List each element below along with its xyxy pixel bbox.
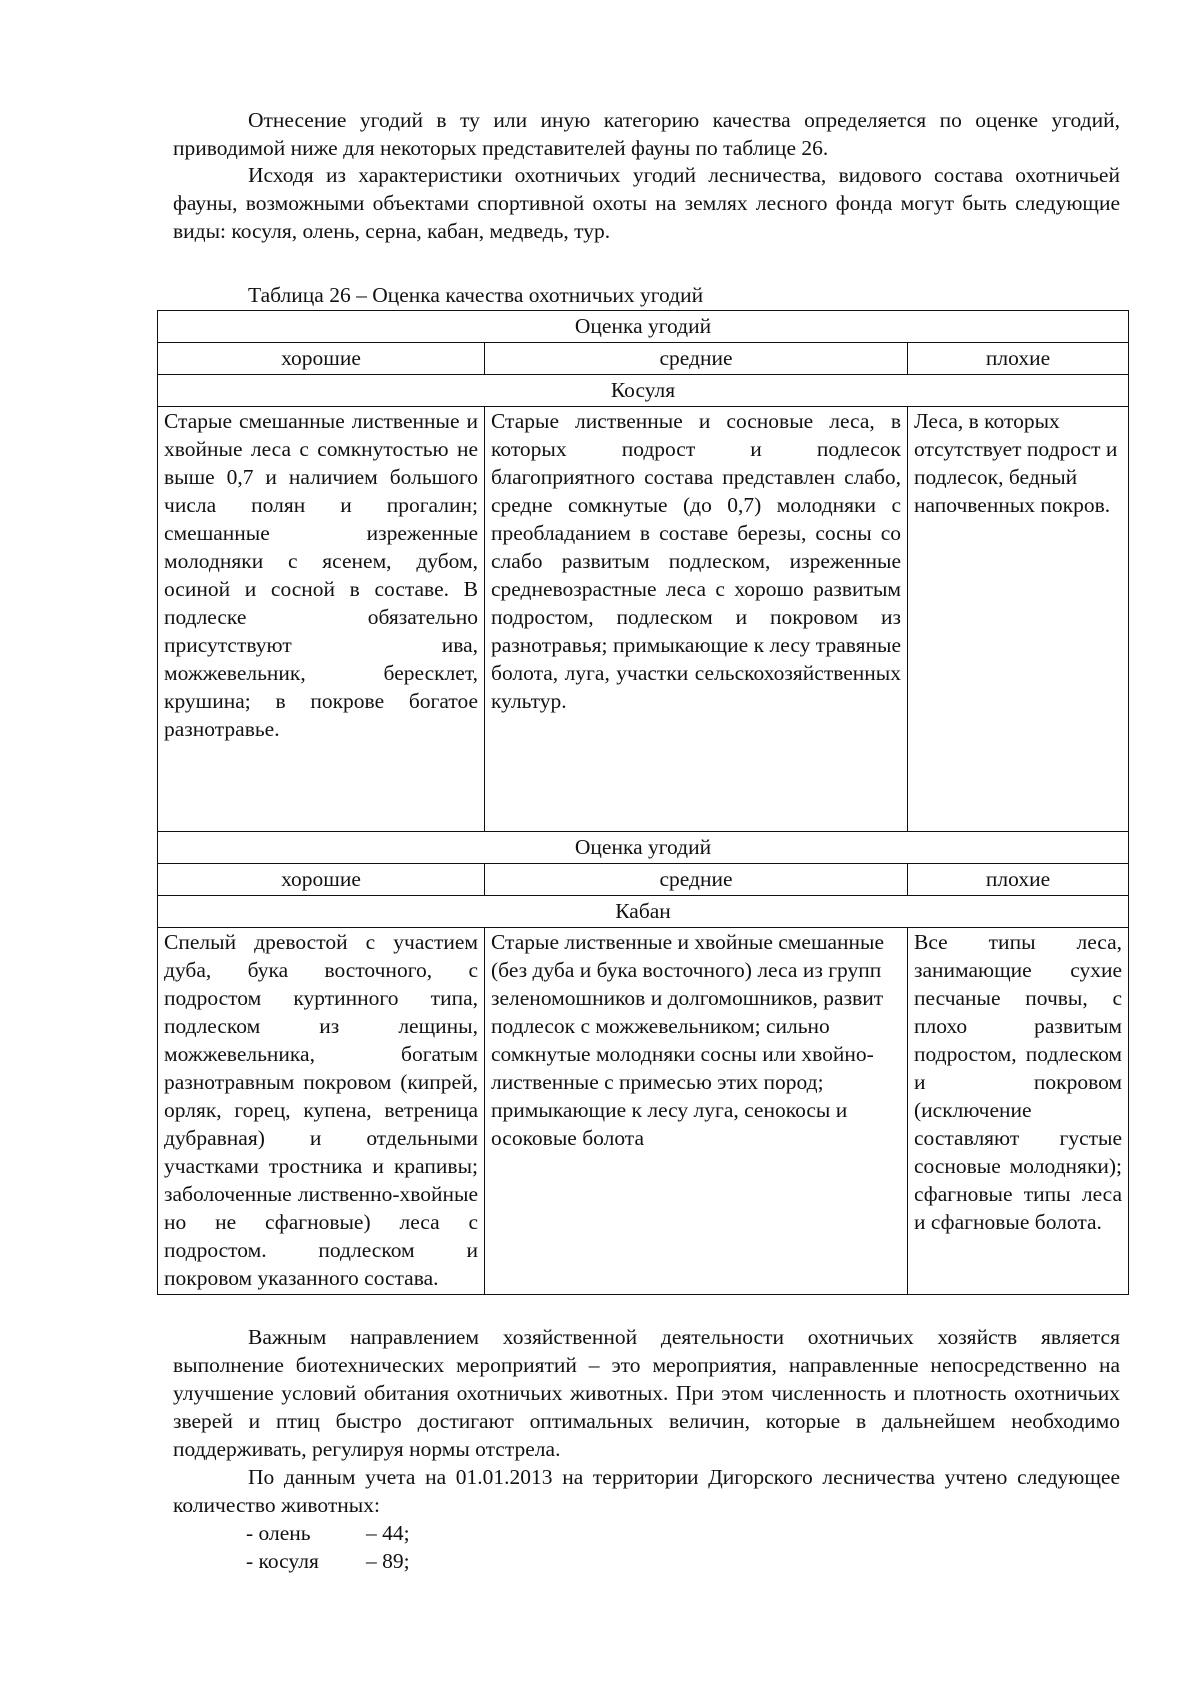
outro-paragraph-2: По данным учета на 01.01.2013 на территории Дигорского лесничества учтено следующее количество животных: [173,1465,1120,1517]
intro-paragraph-2: Исходя из характеристики охотничьих угодий лесничества, видового состава охотничьей фауны, возможными объектами спортивной охоты на землях лесного фонда могут быть следующие виды: косуля, олень, серна, кабан, медведь, тур. [173,163,1120,243]
animal-name: - олень [246,1521,311,1545]
col-header-good: хорошие [158,343,485,375]
table-cell-poor: Все типы леса, занимающие сухие песчаные почвы, с плохо развитым подростом, подлеском и покровом (исключение составляют густые сосновые молодняки); сфагновые типы леса и сфагновые болота. [908,928,1129,1295]
table-cell-good: Спелый древостой с участием дуба, бука восточного, с подростом куртинного типа, подлеском из лещины, можжевельника, богатым разнотравным покровом (кипрей, орляк, горец, купена, ветреница дубравная) и отдельными участками тростника и крапивы; заболоченные лиственно-хвойные но не сфагновые) леса с подростом. подлеском и покровом указанного состава. [158,928,485,1295]
animal-list-item [246,1547,410,1575]
animal-list-item [246,1519,410,1547]
species-row: Косуля [158,375,1129,407]
col-header-poor: плохие [908,864,1129,896]
col-header-medium: средние [485,343,908,375]
table-cell-medium: Старые лиственные и хвойные смешанные (без дуба и бука восточного) леса из групп зеленомошников и долгомошников, развит подлесок с можжевельником; сильно сомкнутые молодняки сосны или хвойно-лиственные с примесью этих пород; примыкающие к лесу луга, сенокосы и осоковые болота [485,928,908,1295]
col-header-poor: плохие [908,343,1129,375]
outro-paragraph-1: Важным направлением хозяйственной деятельности охотничьих хозяйств является выполнение биотехнических мероприятий – это мероприятия, направленные непосредственно на улучшение условий обитания охотничьих животных. При этом численность и плотность охотничьих зверей и птиц быстро достигают оптимальных величин, которые в дальнейшем необходимо поддерживать, регулируя нормы отстрела. [173,1325,1120,1461]
quality-table [157,310,1129,1295]
table-cell-medium: Старые лиственные и сосновые леса, в которых подрост и подлесок благоприятного состава представлен слабо, средне сомкнутые (до 0,7) молодняки с преобладанием в составе березы, сосны со слабо развитым подлеском, изреженные средневозрастные леса с хорошо развитым подростом, подлеском и покровом из разнотравья; примыкающие к лесу травяные болота, луга, участки сельскохозяйственных культур. [485,407,908,832]
intro-paragraph-1: Отнесение угодий в ту или иную категорию качества определяется по оценке угодий, приводимой ниже для некоторых представителей фауны по таблице 26. [173,108,1120,160]
animal-name: - косуля [246,1549,319,1573]
animal-count: – 89; [366,1549,410,1573]
animal-count: – 44; [366,1521,410,1545]
col-header-medium: средние [485,864,908,896]
table-caption: Таблица 26 – Оценка качества охотничьих угодий [248,283,704,307]
table-cell-poor: Леса, в которых отсутствует подрост и подлесок, бедный напочвенных покров. [908,407,1129,832]
table-cell-good: Старые смешанные лиственные и хвойные леса с сомкнутостью не выше 0,7 и наличием большого числа полян и прогалин; смешанные изреженные молодняки с ясенем, дубом, осиной и сосной в составе. В подлеске обязательно присутствуют ива, можжевельник, бересклет, крушина; в покрове богатое разнотравье. [158,407,485,832]
col-header-good: хорошие [158,864,485,896]
species-row: Кабан [158,896,1129,928]
table-header: Оценка угодий [158,311,1129,343]
table-header-repeat: Оценка угодий [158,832,1129,864]
